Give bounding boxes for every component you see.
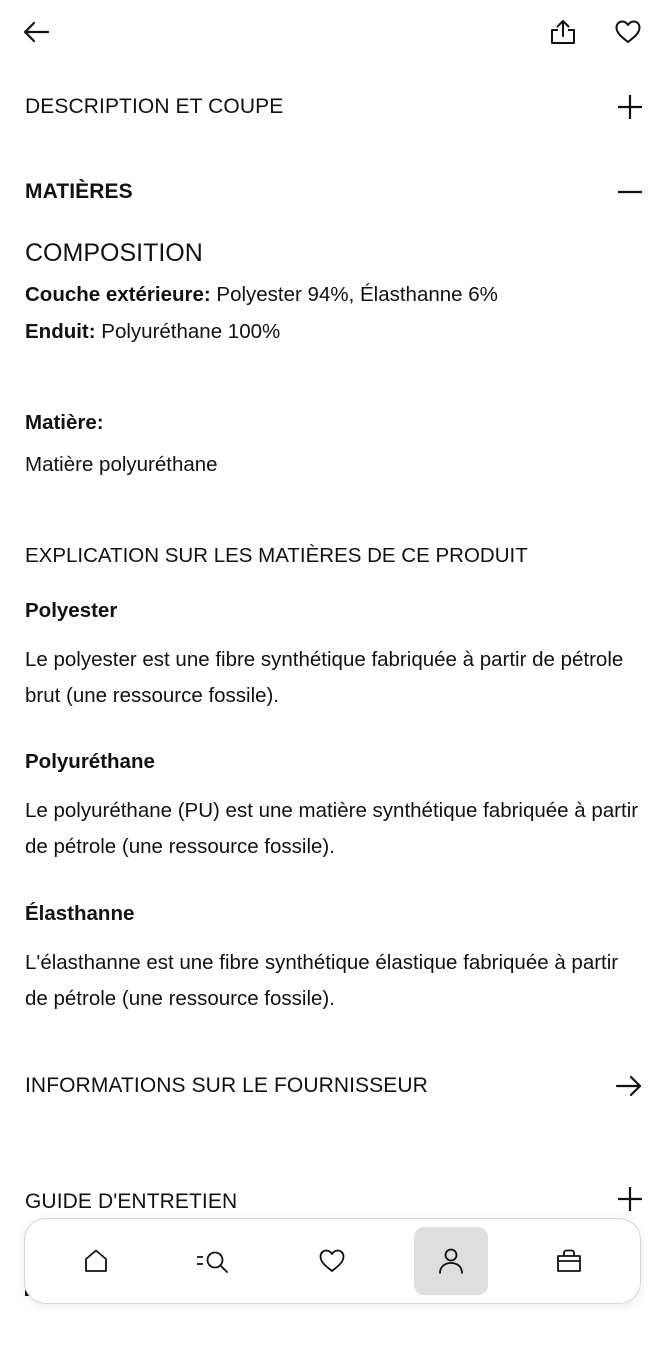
plus-icon: [617, 1186, 643, 1212]
coating-value: Polyuréthane 100%: [95, 320, 281, 343]
favorite-button[interactable]: [608, 12, 648, 52]
plus-icon: [617, 94, 643, 120]
arrow-right-icon: [615, 1074, 643, 1098]
accordion-supplier-title: INFORMATIONS SUR LE FOURNISSEUR: [25, 1074, 428, 1097]
coating-label: Enduit:: [25, 320, 96, 343]
explanation-item-name: Polyester: [25, 599, 118, 622]
bottom-navigation: [24, 1218, 641, 1304]
nav-bag[interactable]: [532, 1227, 606, 1295]
accordion-description-title: DESCRIPTION ET COUPE: [25, 95, 284, 118]
explanation-item-text: L'élasthanne est une fibre synthétique élastique fabriquée à partir de pétrole (une ressource fossile).: [25, 951, 619, 1010]
arrow-left-icon: [22, 20, 50, 44]
composition-title: COMPOSITION: [25, 239, 203, 267]
material-value: Matière polyuréthane: [25, 453, 218, 476]
nav-favorites[interactable]: [295, 1227, 369, 1295]
composition-outer-layer: [25, 283, 498, 307]
top-bar: [0, 0, 665, 64]
share-icon: [549, 18, 577, 46]
accordion-materials[interactable]: [0, 162, 665, 222]
material-label: Matière:: [25, 411, 104, 434]
outer-layer-value: Polyester 94%, Élasthanne 6%: [210, 283, 498, 306]
explanation-title: EXPLICATION SUR LES MATIÈRES DE CE PRODUIT: [25, 544, 528, 567]
accordion-description[interactable]: [0, 77, 665, 137]
composition-coating: [25, 320, 280, 344]
minus-icon: [617, 179, 643, 205]
accordion-care-title: GUIDE D'ENTRETIEN: [25, 1190, 238, 1213]
explanation-item-text: Le polyuréthane (PU) est une matière synthétique fabriquée à partir de pétrole (une ressource fossile).: [25, 799, 639, 858]
bag-icon: [555, 1247, 583, 1275]
user-icon: [436, 1246, 466, 1276]
accordion-supplier[interactable]: [0, 1056, 665, 1116]
search-icon: [195, 1247, 233, 1275]
nav-home[interactable]: [59, 1227, 133, 1295]
outer-layer-label: Couche extérieure:: [25, 283, 211, 306]
home-icon: [82, 1247, 110, 1275]
explanation-item-text: Le polyester est une fibre synthétique fabriquée à partir de pétrole brut (une ressource fossile).: [25, 648, 624, 707]
share-button[interactable]: [543, 12, 583, 52]
heart-icon: [318, 1248, 346, 1274]
explanation-item-name: Polyuréthane: [25, 750, 155, 773]
accordion-materials-title: MATIÈRES: [25, 180, 133, 203]
nav-search[interactable]: [177, 1227, 251, 1295]
heart-icon: [614, 19, 642, 45]
nav-account[interactable]: [414, 1227, 488, 1295]
back-button[interactable]: [16, 14, 56, 50]
explanation-item-name: Élasthanne: [25, 902, 135, 925]
